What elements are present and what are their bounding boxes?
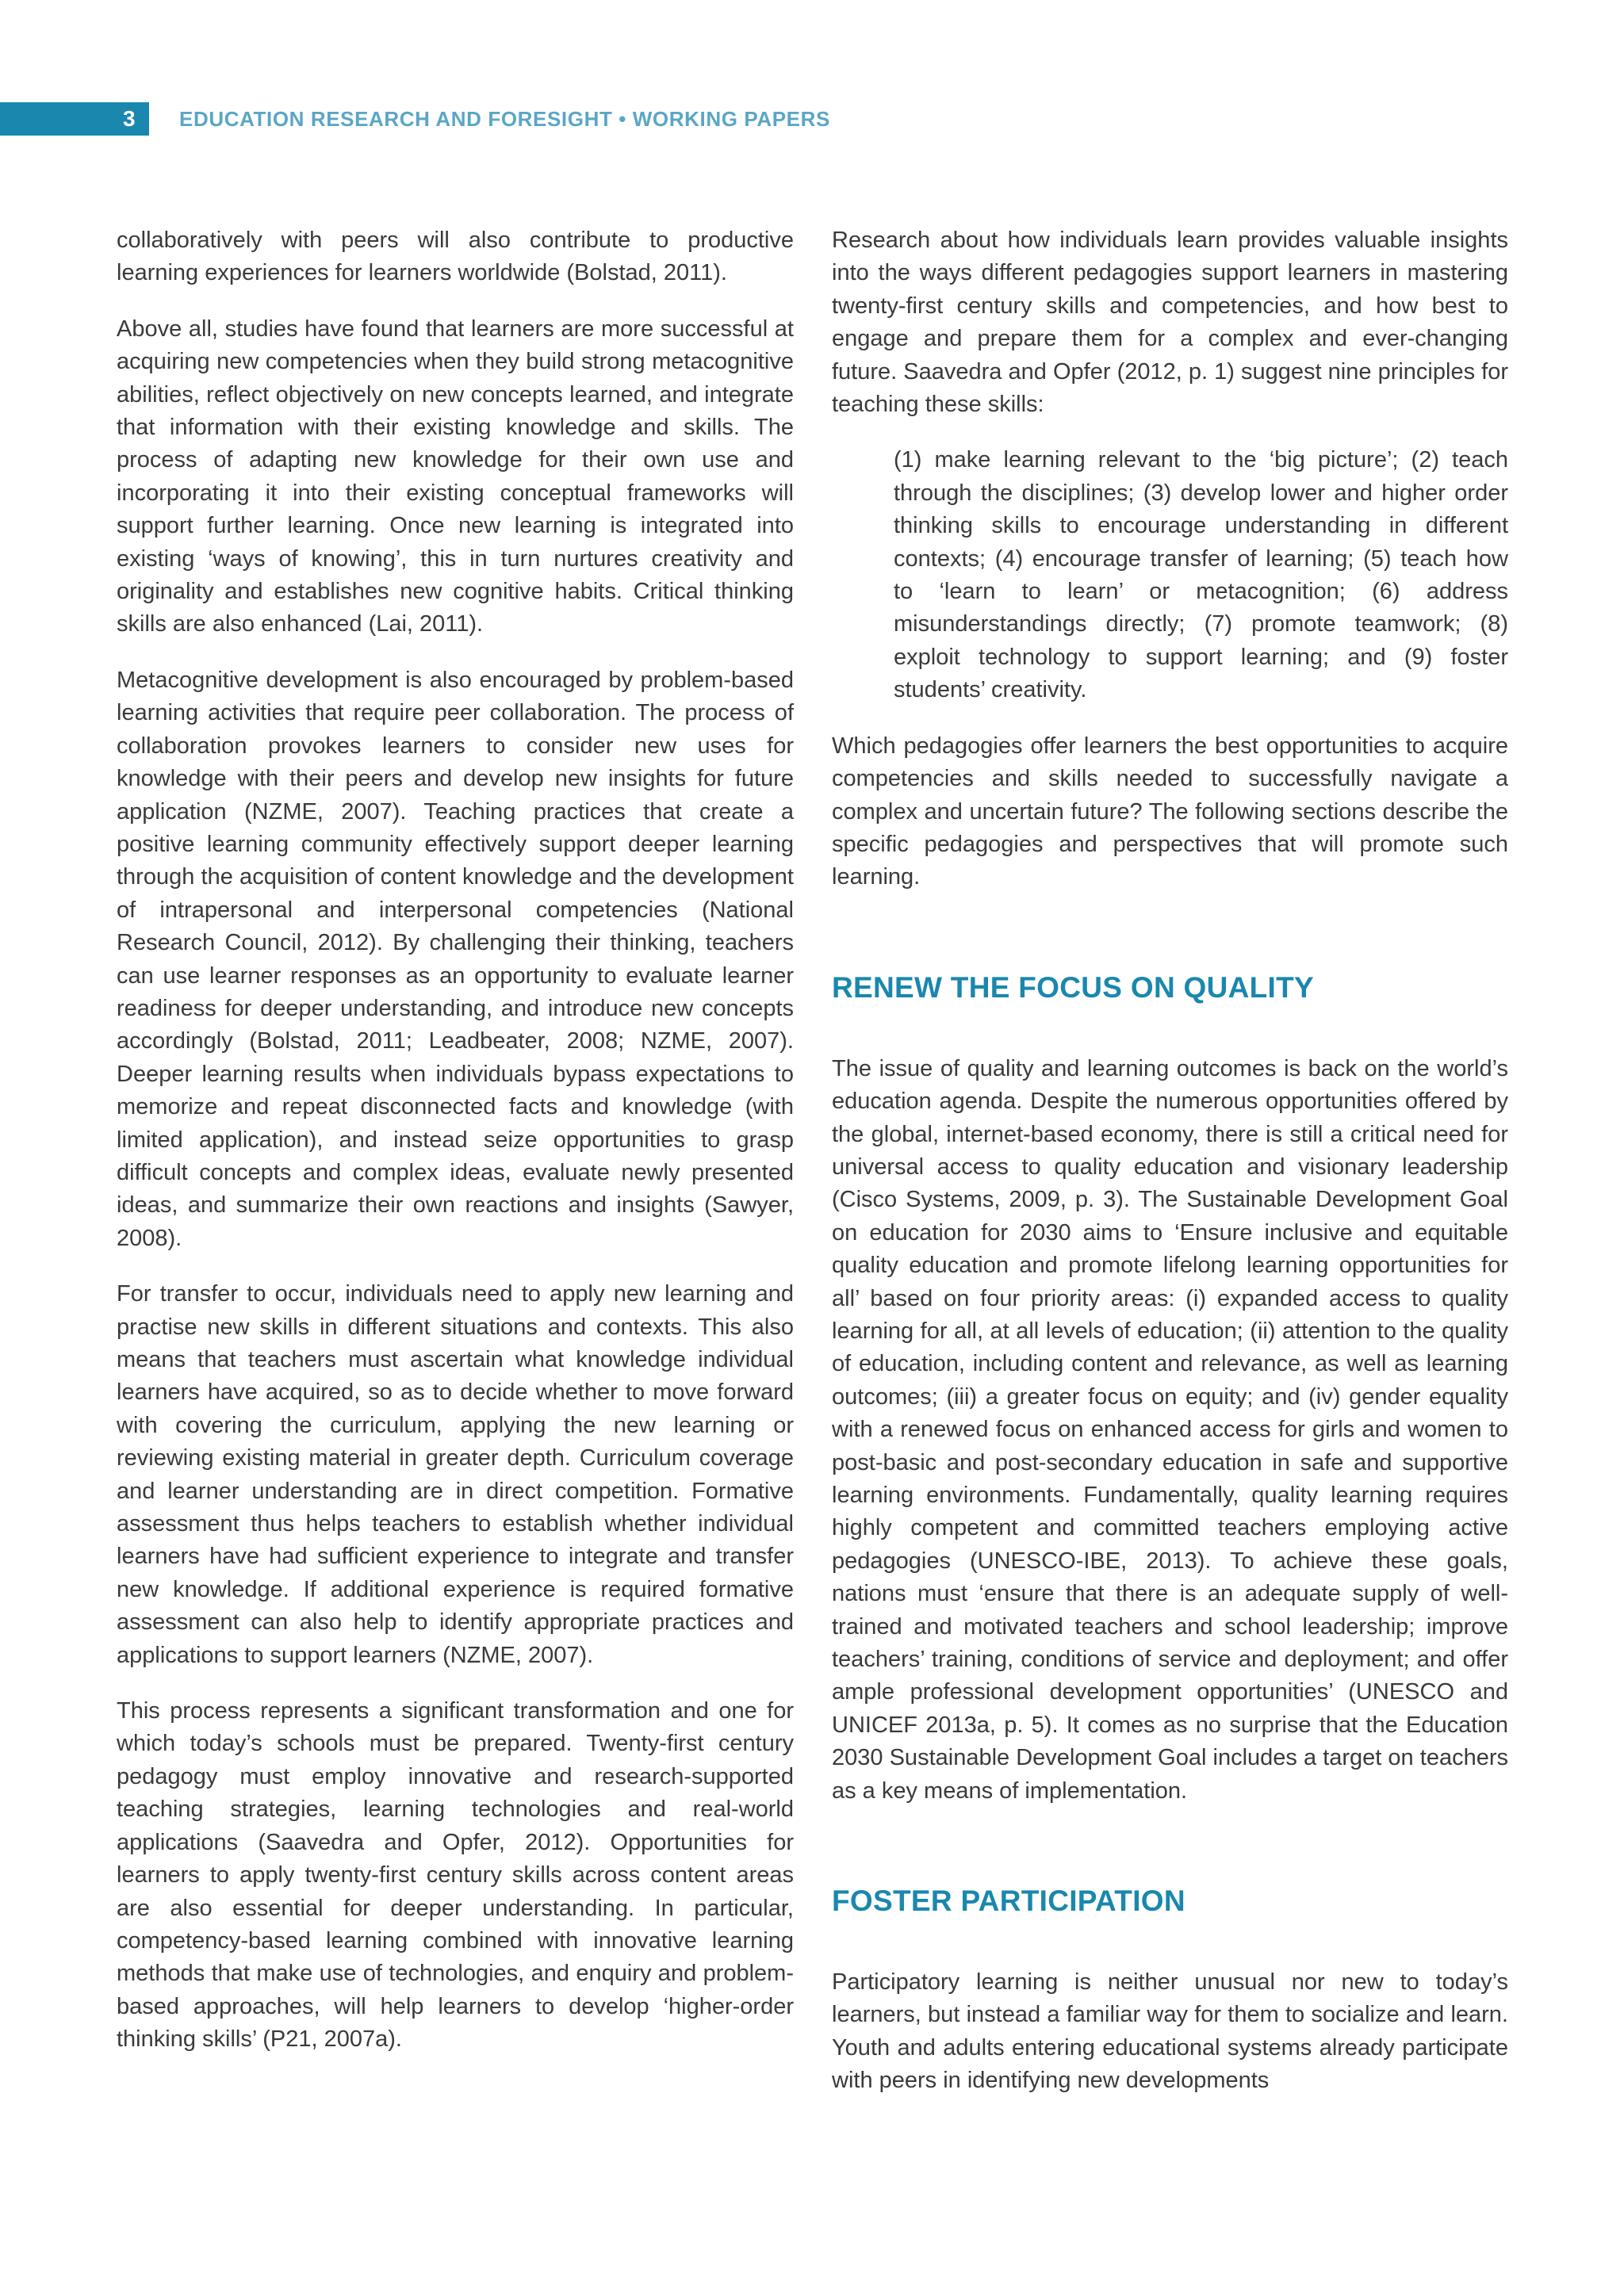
page-number: 3 bbox=[123, 106, 136, 131]
paragraph: This process represents a significant transformation and one for which today’s schools must be prepared. Twenty-first century pedagogy must employ innovative and research-supported teaching strategies, learning technologies and real-world applications (Saavedra and Opfer, 2012). Opportunities for learners to apply twenty-first century skills across content areas are also essential for deeper understanding. In particular, competency-based learning combined with innovative learning methods that make use of technologies, and enquiry and problem-based approaches, will help learners to develop ‘higher-order thinking skills’ (P21, 2007a). bbox=[117, 1698, 794, 2053]
paragraph: Metacognitive development is also encouraged by problem-based learning activities that require peer collaboration. The process of collaboration provokes learners to consider new uses for knowledge with their peers and develop new insights for future application (NZME, 2007). Teaching practices that create a positive learning community effectively support deeper learning through the acquisition of content knowledge and the development of intrapersonal and interpersonal competencies (National Research Council, 2012). By challenging their thinking, teachers can use learner responses as an opportunity to evaluate learner readiness for deeper understanding, and introduce new concepts accordingly (Bolstad, 2011; Leadbeater, 2008; NZME, 2007). Deeper learning results when individuals bypass expectations to memorize and repeat disconnected facts and knowledge (with limited application), and instead seize opportunities to grasp difficult concepts and complex ideas, evaluate newly presented ideas, and summarize their own reactions and insights (Sawyer, 2008). bbox=[117, 667, 794, 1251]
paragraph: Participatory learning is neither unusual nor new to today’s learners, but instead a familiar way for them to socialize and learn. Youth and adults entering educational systems already participate with peers in identifying new developments bbox=[832, 1969, 1508, 2094]
running-header: EDUCATION RESEARCH AND FORESIGHT • WORKING PAPERS bbox=[179, 107, 830, 131]
section-heading-quality: RENEW THE FOCUS ON QUALITY bbox=[832, 970, 1315, 1004]
section-heading-participation: FOSTER PARTICIPATION bbox=[832, 1885, 1185, 1918]
paragraph: Research about how individuals learn provides valuable insights into the ways different pedagogies support learners in mastering twenty-first century skills and competencies, and how best to engage and prepare them for a complex and ever-changing future. Saavedra and Opfer (2012, p. 1) suggest nine principles for teaching these skills: bbox=[832, 228, 1508, 418]
paragraph: Above all, studies have found that learners are more successful at acquiring new competencies when they build strong metacognitive abilities, reflect objectively on new concepts learned, and integrate that information with their existing knowledge and skills. The process of adapting new knowledge for their own use and incorporating it into their existing conceptual frameworks will support further learning. Once new learning is integrated into existing ‘ways of knowing’, this in turn nurtures creativity and originality and establishes new cognitive habits. Critical thinking skills are also enhanced (Lai, 2011). bbox=[117, 316, 794, 637]
right-column bbox=[832, 224, 1508, 2121]
block-quote: (1) make learning relevant to the ‘big picture’; (2) teach through the disciplines; (3) develop lower and higher order thinking skills to encourage understanding in different contexts; (4) encourage transfer of learning; (5) teach how to ‘learn to learn’ or metacognition; (6) address misunderstandings directly; (7) promote teamwork; (8) exploit technology to support learning; and (9) foster students’ creativity. bbox=[894, 447, 1508, 703]
paragraph: Which pedagogies offer learners the best opportunities to acquire competencies and skills needed to successfully navigate a complex and uncertain future? The following sections describe the specific pedagogies and perspectives that will promote such learning. bbox=[832, 733, 1508, 890]
paragraph: For transfer to occur, individuals need to apply new learning and practise new skills in different situations and contexts. This also means that teachers must ascertain what knowledge individual learners have acquired, so as to decide whether to move forward with covering the curriculum, applying the new learning or reviewing existing material in greater depth. Curriculum coverage and learner understanding are in direct competition. Formative assessment thus helps teachers to establish whether individual learners have had sufficient experience to integrate and transfer new knowledge. If additional experience is required formative assessment can also help to identify appropriate practices and applications to support learners (NZME, 2007). bbox=[117, 1281, 794, 1668]
left-column bbox=[117, 224, 794, 2080]
paragraph: The issue of quality and learning outcomes is back on the world’s education agenda. Despite the numerous opportunities offered by the global, internet-based economy, there is still a critical need for universal access to quality education and visionary leadership (Cisco Systems, 2009, p. 3). The Sustainable Development Goal on education for 2030 aims to ‘Ensure inclusive and equitable quality education and promote lifelong learning opportunities for all’ based on four priority areas: (i) expanded access to quality learning for all, at all levels of education; (ii) attention to the quality of education, including content and relevance, as well as learning outcomes; (iii) a greater focus on equity; and (iv) gender equality with a renewed focus on enhanced access for girls and women to post-basic and post-secondary education in safe and supportive learning environments. Fundamentally, quality learning requires highly competent and committed teachers employing active pedagogies (UNESCO-IBE, 2013). To achieve these goals, nations must ‘ensure that there is an adequate supply of well-trained and motivated teachers and school leadership; improve teachers’ training, conditions of service and deployment; and offer ample professional development opportunities’ (UNESCO and UNICEF 2013a, p. 5). It comes as no surprise that the Education 2030 Sustainable Development Goal includes a target on teachers as a key means of implementation. bbox=[832, 1055, 1508, 1804]
paragraph: collaboratively with peers will also contribute to productive learning experiences for learners worldwide (Bolstad, 2011). bbox=[117, 228, 794, 286]
